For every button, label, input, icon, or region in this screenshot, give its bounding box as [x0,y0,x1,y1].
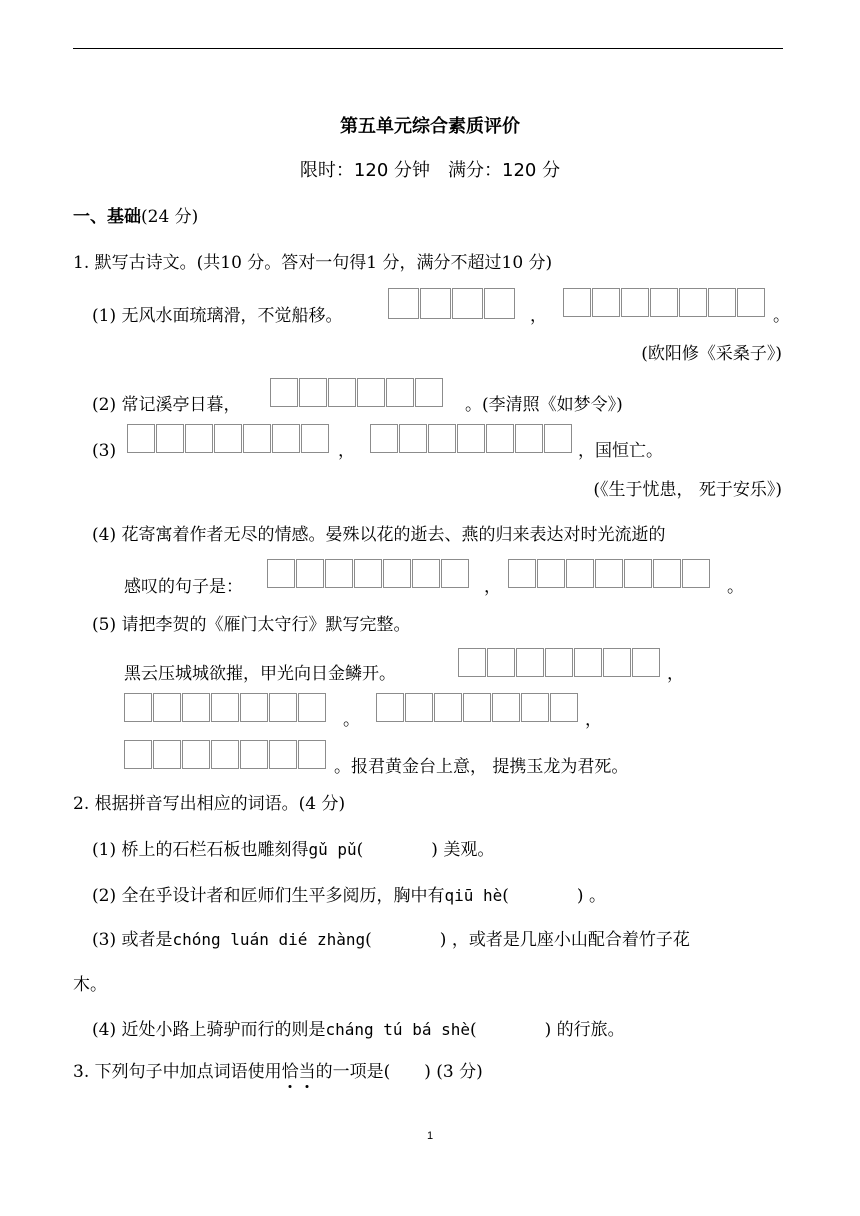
answer-box[interactable] [457,424,485,453]
answer-boxes-3b[interactable] [370,424,573,453]
q1-item2 [92,394,241,416]
answer-box[interactable] [632,648,660,677]
time-and-score: 限时：120 分钟 满分：120 分 [299,160,561,181]
answer-box[interactable] [603,648,631,677]
period: 。 [727,577,744,597]
q1-stem: 1. 默写古诗文。(共10 分。答对一句得1 分，满分不超过10 分) [73,253,553,273]
answer-box[interactable] [182,693,210,722]
answer-boxes-4a[interactable] [267,559,470,588]
q1-item4 [92,524,666,546]
answer-box[interactable] [458,648,486,677]
answer-blank[interactable]: ( ) [502,886,584,906]
answer-box[interactable] [185,424,213,453]
item-text: 无风水面琉璃滑，不觉船移。 [121,306,343,326]
answer-box[interactable] [386,378,414,407]
answer-boxes-2[interactable] [270,378,444,407]
answer-boxes-5c[interactable] [376,693,579,722]
answer-box[interactable] [679,288,707,317]
answer-box[interactable] [243,424,271,453]
comma: ， [338,441,355,461]
section-title: 一、基础 [73,207,141,227]
answer-box[interactable] [182,740,210,769]
answer-box[interactable] [574,648,602,677]
answer-box[interactable] [484,288,515,319]
answer-box[interactable] [516,648,544,677]
answer-box[interactable] [301,424,329,453]
answer-box[interactable] [487,648,515,677]
answer-box[interactable] [269,740,297,769]
answer-boxes-4b[interactable] [508,559,711,588]
source-3: (《生于忧患， 死于安乐》) [593,480,782,500]
answer-box[interactable] [653,559,681,588]
comma: ， [484,577,501,597]
answer-box[interactable] [354,559,382,588]
section-heading [73,206,198,228]
answer-box[interactable] [441,559,469,588]
answer-box[interactable] [592,288,620,317]
answer-blank[interactable]: ( ) [356,840,438,860]
answer-box[interactable] [272,424,300,453]
emphasis-dotted-word [282,1062,316,1082]
answer-box[interactable] [492,693,520,722]
item-label: (1) [92,840,117,860]
answer-box[interactable] [463,693,491,722]
answer-box[interactable] [550,693,578,722]
q1-item3-label: (3) [92,441,117,461]
answer-box[interactable] [621,288,649,317]
comma: ， [667,664,684,684]
answer-blank[interactable]: ( ) [470,1020,552,1040]
answer-box[interactable] [434,693,462,722]
q2-item1 [92,839,494,861]
item4-text2: 感叹的句子是： [124,577,243,597]
item-label: (3) [92,930,117,950]
item-label: (4) [92,1020,117,1040]
pinyin: qiū hè [444,886,503,905]
q1-item5 [92,614,411,636]
answer-box[interactable] [486,424,514,453]
answer-box[interactable] [376,693,404,722]
item-label: (2) [92,886,117,906]
item-text: 的行旅。 [551,1020,625,1040]
page-title: 第五单元综合素质评价 [340,116,520,137]
answer-box[interactable] [428,424,456,453]
answer-box[interactable] [370,424,398,453]
answer-box[interactable] [544,424,572,453]
answer-box[interactable] [296,559,324,588]
answer-box[interactable] [270,378,298,407]
answer-box[interactable] [624,559,652,588]
comma: ， [530,306,547,326]
q2-item2 [92,885,606,907]
answer-box[interactable] [153,693,181,722]
q3-stem [73,1061,483,1083]
answer-box[interactable] [566,559,594,588]
item2-end: 。(李清照《如梦令》) [465,395,623,415]
q2-item3 [92,929,690,951]
answer-boxes-5d[interactable] [124,740,327,769]
answer-box[interactable] [415,378,443,407]
period: 。 [773,306,790,326]
q2-item4 [92,1019,625,1041]
q3-text: 3. 下列句子中加点词语使用 [73,1062,282,1082]
answer-box[interactable] [708,288,736,317]
answer-box[interactable] [211,693,239,722]
q3-text: 的一项是( ) (3 分) [315,1062,483,1082]
answer-box[interactable] [328,378,356,407]
pinyin: chóng luán dié zhàng [172,930,366,949]
answer-box[interactable] [240,693,268,722]
answer-box[interactable] [521,693,549,722]
answer-box[interactable] [267,559,295,588]
answer-box[interactable] [737,288,765,317]
answer-box[interactable] [537,559,565,588]
answer-box[interactable] [357,378,385,407]
answer-box[interactable] [325,559,353,588]
item-label: (2) [92,395,117,415]
header-rule [73,48,783,49]
item-text: 。 [583,886,606,906]
answer-blank[interactable]: ( ) [365,930,447,950]
answer-box[interactable] [420,288,451,319]
answer-box[interactable] [405,693,433,722]
answer-box[interactable] [153,740,181,769]
item-text: ，或者是几座小山配合着竹子花 [446,930,690,950]
section-points: (24 分) [141,207,199,227]
answer-boxes-3a[interactable] [127,424,330,453]
answer-box[interactable] [298,740,326,769]
answer-box[interactable] [412,559,440,588]
dotted-char: 当 [298,1062,316,1082]
pinyin: cháng tú bá shè [325,1020,470,1039]
answer-box[interactable] [383,559,411,588]
answer-box[interactable] [515,424,543,453]
item-text: 花寄寓着作者无尽的情感。晏殊以花的逝去、燕的归来表达对时光流逝的 [121,525,666,545]
item3-end: ，国恒亡。 [578,441,663,461]
item5-line1: 黑云压城城欲摧，甲光向日金鳞开。 [124,664,396,684]
answer-box[interactable] [508,559,536,588]
answer-box[interactable] [545,648,573,677]
comma: ， [585,710,602,730]
item-text: 常记溪亭日暮， [121,395,241,415]
item-text: 近处小路上骑驴而行的则是 [121,1020,326,1040]
item-text: 桥上的石栏石板也雕刻得 [121,840,309,860]
answer-box[interactable] [452,288,483,319]
item-label: (1) [92,306,117,326]
answer-box[interactable] [650,288,678,317]
answer-box[interactable] [563,288,591,317]
q2-stem: 2. 根据拼音写出相应的词语。(4 分) [73,794,346,814]
answer-box[interactable] [156,424,184,453]
page-number: 1 [426,1130,434,1142]
item-text: 全在乎设计者和匠师们生平多阅历，胸中有 [121,886,445,906]
item5-end: 。报君黄金台上意， 提携玉龙为君死。 [334,757,629,777]
answer-boxes-1b[interactable] [563,288,766,317]
answer-box[interactable] [214,424,242,453]
q2-item3-cont: 木。 [73,975,107,995]
answer-box[interactable] [127,424,155,453]
answer-box[interactable] [682,559,710,588]
answer-box[interactable] [269,693,297,722]
item-text: 美观。 [437,840,495,860]
source-1: (欧阳修《采桑子》) [641,344,782,364]
answer-box[interactable] [299,378,327,407]
answer-boxes-5b[interactable] [124,693,327,722]
item-text: 请把李贺的《雁门太守行》默写完整。 [121,615,411,635]
answer-box[interactable] [595,559,623,588]
dotted-char: 恰 [281,1062,299,1082]
answer-box[interactable] [124,693,152,722]
item-label: (4) [92,525,117,545]
answer-boxes-1a[interactable] [388,288,516,319]
answer-box[interactable] [124,740,152,769]
q1-item1 [92,305,343,327]
period: 。 [343,710,360,730]
answer-box[interactable] [298,693,326,722]
answer-box[interactable] [240,740,268,769]
item-label: (5) [92,615,117,635]
answer-box[interactable] [388,288,419,319]
answer-box[interactable] [211,740,239,769]
item-text: 或者是 [121,930,173,950]
answer-box[interactable] [399,424,427,453]
answer-boxes-5a[interactable] [458,648,661,677]
pinyin: gǔ pǔ [308,840,357,859]
